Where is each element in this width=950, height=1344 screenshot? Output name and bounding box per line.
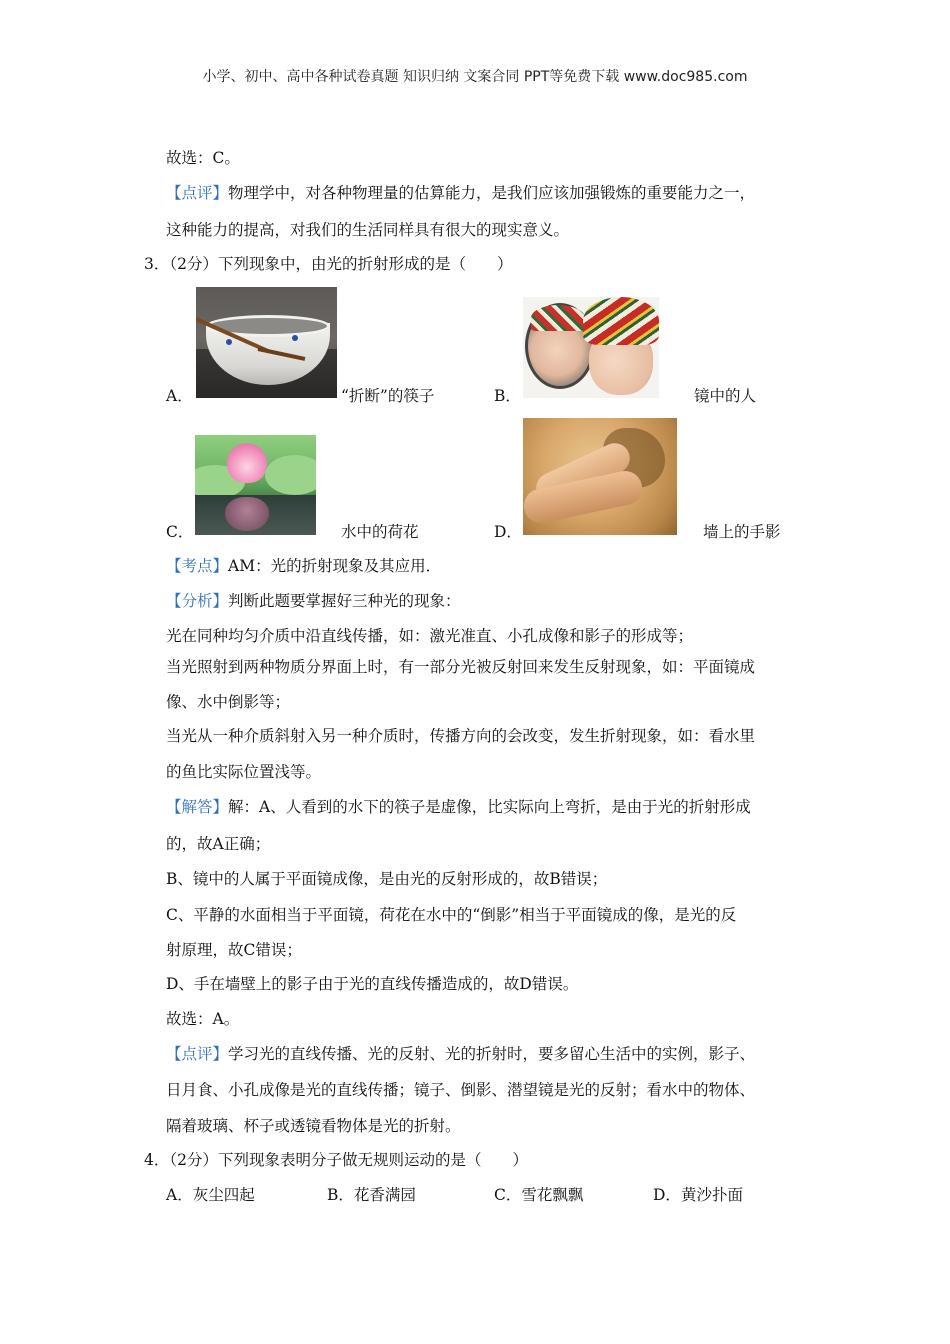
- option-a-letter: A．: [166, 387, 193, 405]
- jieda-text-1: 解：A、人看到的水下的筷子是虚像，比实际向上弯折，是由于光的折射形成: [228, 798, 751, 816]
- jieda-line-3: B、镜中的人属于平面镜成像，是由光的反射形成的，故B错误；: [166, 870, 608, 888]
- fenxi-line-3: 当光照射到两种物质分界面上时，有一部分光被反射回来发生反射现象，如：平面镜成: [166, 658, 756, 676]
- comment-text: 物理学中，对各种物理量的估算能力，是我们应该加强锻炼的重要能力之一，: [228, 184, 756, 202]
- dianping-tag: 【点评】: [166, 1045, 229, 1063]
- child-mirror-photo: [523, 297, 659, 398]
- fenxi-line-6: 的鱼比实际位置浅等。: [166, 763, 322, 781]
- prev-comment-line-2: 这种能力的提高，对我们的生活同样具有很大的现实意义。: [166, 221, 570, 239]
- page-header-banner: 小学、初中、高中各种试卷真题 知识归纳 文案合同 PPT等免费下载 www.doc985.com: [202, 69, 748, 85]
- option-a-text: “折断”的筷子: [341, 387, 435, 405]
- kaodian-text: AM：光的折射现象及其应用．: [228, 557, 442, 575]
- q4-option-d: D．黄沙扑面: [653, 1186, 743, 1204]
- kaodian-line: [166, 556, 441, 576]
- jieda-tag: 【解答】: [166, 798, 229, 816]
- q4-option-b: B．花香满园: [327, 1186, 416, 1204]
- q4-option-a: A．灰尘四起: [166, 1186, 255, 1204]
- bowl-chopsticks-photo: [196, 287, 337, 398]
- dianping-line-3: 隔着玻璃、杯子或透镜看物体是光的折射。: [166, 1117, 461, 1135]
- jieda-line-7: 故选：A。: [166, 1010, 240, 1028]
- jieda-line-4: C、平静的水面相当于平面镜，荷花在水中的“倒影”相当于平面镜成的像，是光的反: [166, 906, 737, 924]
- question-3-stem: 3．（2分）下列现象中，由光的折射形成的是（ ）: [144, 255, 513, 273]
- q4-option-c: C．雪花飘飘: [494, 1186, 584, 1204]
- fenxi-line-1: [166, 591, 461, 611]
- fenxi-text-1: 判断此题要掌握好三种光的现象：: [228, 592, 461, 610]
- comment-tag: 【点评】: [166, 184, 229, 202]
- prev-comment-line-1: [166, 183, 755, 203]
- option-c-text: 水中的荷花: [341, 523, 419, 541]
- prev-answer: 故选：C。: [166, 149, 240, 167]
- dianping-line-2: 日月食、小孔成像是光的直线传播；镜子、倒影、潜望镜是光的反射；看水中的物体、: [166, 1081, 756, 1099]
- kaodian-tag: 【考点】: [166, 557, 229, 575]
- fenxi-line-4: 像、水中倒影等；: [166, 693, 291, 711]
- option-d-text: 墙上的手影: [703, 523, 781, 541]
- jieda-line-1: [166, 797, 751, 817]
- option-b-text: 镜中的人: [694, 387, 757, 405]
- jieda-line-2: 的，故A正确；: [166, 835, 271, 853]
- option-b-letter: B．: [494, 387, 521, 405]
- fenxi-line-5: 当光从一种介质斜射入另一种介质时，传播方向的会改变，发生折射现象，如：看水里: [166, 727, 756, 745]
- fenxi-tag: 【分析】: [166, 592, 229, 610]
- lotus-reflection-photo: [195, 435, 316, 535]
- option-c-letter: C．: [166, 523, 194, 541]
- fenxi-line-2: 光在同种均匀介质中沿直线传播，如：激光准直、小孔成像和影子的形成等；: [166, 627, 694, 645]
- question-4-stem: 4．（2分）下列现象表明分子做无规则运动的是（ ）: [144, 1151, 528, 1169]
- dianping-text-1: 学习光的直线传播、光的反射、光的折射时，要多留心生活中的实例，影子、: [228, 1045, 756, 1063]
- hand-shadow-photo: [523, 418, 677, 535]
- jieda-line-6: D、手在墙壁上的影子由于光的直线传播造成的，故D错误。: [166, 975, 579, 993]
- option-d-letter: D．: [494, 523, 522, 541]
- dianping-line-1: [166, 1044, 755, 1064]
- jieda-line-5: 射原理，故C错误；: [166, 941, 302, 959]
